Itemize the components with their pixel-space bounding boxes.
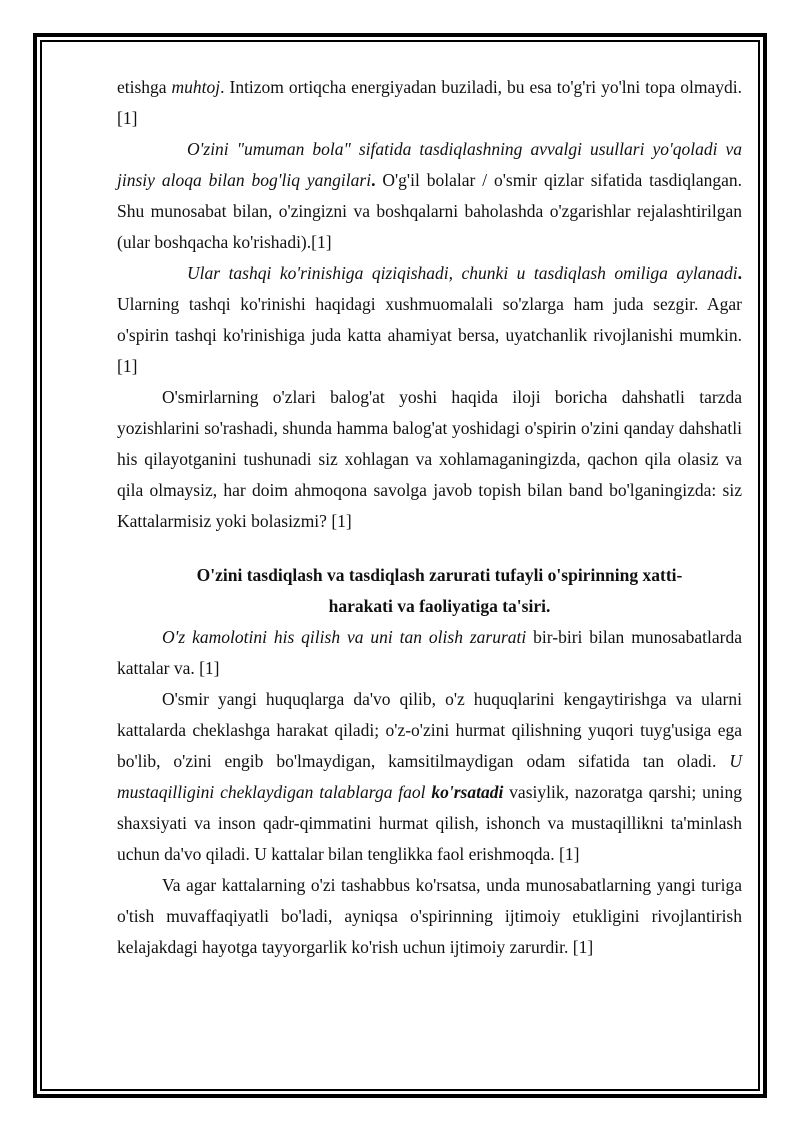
text-run: etishga (117, 77, 172, 97)
paragraph-1 (117, 72, 742, 134)
text-run: vasiylik, nazoratga qarshi; uning shaxsiyati va inson qadr-qimmatini hurmat qilish, ishonch va mustaqillikni ta'minlash uchun da'vo qiladi. U kattalar bilan tenglikka faol erishmoqda. [1] (117, 782, 743, 864)
italic-text: muhtoj (171, 77, 221, 97)
text-run: O'g'il bolalar / o'smir qizlar sifatida tasdiqlangan. Shu munosabat bilan, o'zingizni va boshqalarni baholashda o'zgarishlar rejalashtirilgan (ular boshqacha ko'rishadi).[1] (117, 170, 742, 252)
italic-text: Ular tashqi ko'rinishiga qiziqishadi, chunki u tasdiqlash omiliga aylanadi (187, 263, 738, 283)
bold-italic-text: ko'rsatadi (431, 782, 504, 802)
italic-text: U mustaqilligini cheklaydigan talablarga faol (117, 751, 742, 802)
section-heading-line-1: O'zini tasdiqlash va tasdiqlash zarurati tufayli o'spirinning xatti- (196, 565, 683, 585)
bold-text: . (737, 263, 742, 283)
document-body (117, 72, 742, 963)
italic-text: O'z kamolotini his qilish va uni tan olish zarurati (162, 627, 527, 647)
text-run: bir-biri bilan munosabatlarda kattalar va. [1] (117, 627, 742, 678)
section-heading (117, 560, 742, 622)
italic-text: O'zini "umuman bola" sifatida tasdiqlashning avvalgi usullari yo'qoladi va jinsiy aloqa bilan bog'liq yangilari (117, 139, 742, 190)
paragraph-6 (117, 684, 742, 870)
text-run: O'smir yangi huquqlarga da'vo qilib, o'z huquqlarini kengaytirishga va ularni kattalarda cheklashga harakat qiladi; o'z-o'zini hurmat qilishning yuqori tuyg'usiga ega bo'lib, o'zini engib bo'lmaydigan, kamsitilmaydigan odam sifatida tan oladi. (117, 689, 742, 771)
paragraph-3 (117, 258, 742, 382)
paragraph-2 (117, 134, 742, 258)
paragraph-4: O'smirlarning o'zlari balog'at yoshi haqida iloji boricha dahshatli tarzda yozishlarini so'rashadi, shunda hamma balog'at yoshidagi o'spirin o'zini qanday dahshatli his qilayotganini tushunadi siz xohlagan va xohlamaganingizda, qachon qila olasiz va qila olmaysiz, har doim ahmoqona savolga javob topish bilan band bo'lganingizda: siz Kattalarmisiz yoki bolasizmi? [1] (117, 387, 742, 531)
bold-text: . (371, 170, 376, 190)
paragraph-5 (117, 622, 742, 684)
text-run: . Intizom ortiqcha energiyadan buziladi, bu esa to'g'ri yo'lni topa olmaydi.[1] (117, 77, 742, 128)
paragraph-7: Va agar kattalarning o'zi tashabbus ko'rsatsa, unda munosabatlarning yangi turiga o'tish muvaffaqiyatli bo'ladi, ayniqsa o'spirinning ijtimoiy etukligini rivojlantirish kelajakdagi hayotga tayyorgarlik ko'rish uchun ijtimoiy zarurdir. [1] (117, 875, 742, 957)
text-run: Ularning tashqi ko'rinishi haqidagi xushmuomalali so'zlarga ham juda sezgir. Agar o'spirin tashqi ko'rinishiga juda katta ahamiyat bersa, uyatchanlik rivojlanishi mumkin.[1] (117, 294, 742, 376)
section-heading-line-2: harakati va faoliyatiga ta'siri. (328, 596, 551, 616)
